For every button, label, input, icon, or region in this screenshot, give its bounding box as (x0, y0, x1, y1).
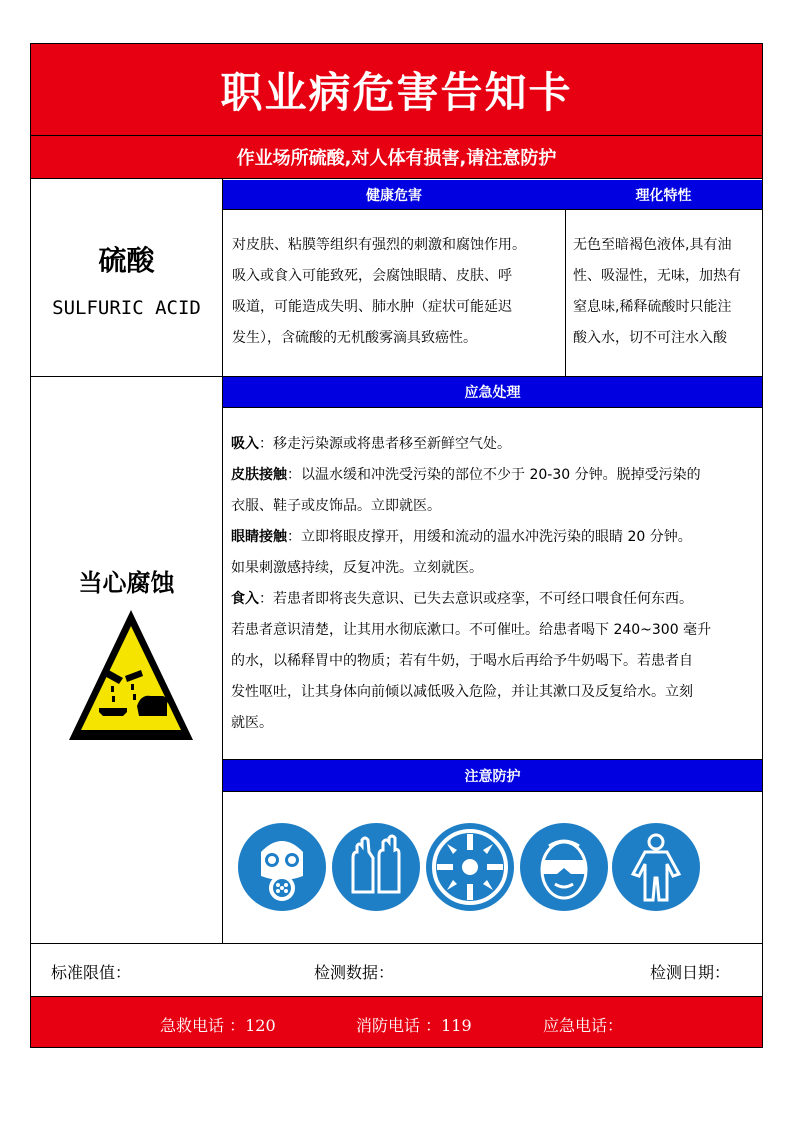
emergency-header-underline (223, 407, 762, 408)
skin-label: 皮肤接触 (231, 467, 287, 483)
fire-phone: 消防电话 ：119 (356, 1016, 472, 1035)
inhalation-label: 吸入 (231, 436, 259, 452)
left-column-divider (222, 179, 223, 943)
ingestion-text-cont: 发性呕吐，让其身体向前倾以减低吸入危险，并让其漱口及反复给水。立刻 (231, 684, 693, 700)
warning-label: 当心腐蚀 (78, 569, 175, 597)
chemical-name-en: SULFURIC ACID (52, 297, 201, 319)
health-physical-divider (565, 209, 566, 376)
physical-line: 性、吸湿性，无味，加热有 (573, 268, 741, 284)
emergency-header: 应急处理 (223, 377, 762, 407)
test-date-label: 检测日期： (650, 963, 731, 982)
physical-line: 窒息味,稀释硫酸时只能注 (573, 299, 732, 315)
eye-text: ：立即将眼皮撑开，用缓和流动的温水冲洗污染的眼睛 20 分钟。 (287, 529, 692, 545)
physical-line: 无色至暗褐色液体,具有油 (573, 237, 732, 253)
first-aid-phone: 急救电话 ：120 (160, 1016, 276, 1035)
face-shield-icon (425, 822, 515, 912)
emergency-phone: 应急电话： (543, 1016, 624, 1035)
health-line: 吸入或食入可能致死，会腐蚀眼睛、皮肤、呼 (232, 268, 512, 284)
health-hazard-text (232, 230, 562, 354)
emergency-phones-bar (31, 997, 762, 1047)
health-hazard-header: 健康危害 (223, 180, 565, 209)
subtitle-banner: 作业场所硫酸,对人体有损害,请注意防护 (31, 136, 762, 179)
ingestion-text-cont: 就医。 (231, 715, 273, 731)
eye-text-cont: 如果刺激感持续，反复冲洗。立刻就医。 (231, 560, 483, 576)
page-title: 职业病危害告知卡 (31, 44, 762, 136)
health-line: 吸道，可能造成失明、肺水肿（症状可能延迟 (232, 299, 512, 315)
safety-goggles-icon (519, 822, 609, 912)
health-line: 发生），含硫酸的无机酸雾滴具致癌性。 (232, 330, 477, 346)
respirator-mask-icon (237, 822, 327, 912)
test-data-label: 检测数据： (314, 963, 395, 982)
corrosion-warning-icon (65, 606, 197, 746)
eye-instruction (231, 522, 762, 553)
physical-properties-text (573, 230, 762, 354)
physical-properties-header: 理化特性 (565, 180, 762, 209)
protective-gloves-icon (331, 822, 421, 912)
ingestion-label: 食入 (231, 591, 259, 607)
inhalation-instruction (231, 429, 762, 460)
chemical-name-cn: 硫酸 (98, 244, 155, 277)
ingestion-text-cont: 的水，以稀释胃中的物质；若有牛奶，于喝水后再给予牛奶喝下。若患者自 (231, 653, 693, 669)
health-line: 对皮肤、粘膜等组织有强烈的刺激和腐蚀作用。 (232, 237, 526, 253)
skin-text-cont: 衣服、鞋子或皮饰品。立即就医。 (231, 498, 441, 514)
skin-instruction (231, 460, 762, 491)
eye-label: 眼睛接触 (231, 529, 287, 545)
protection-header-underline (223, 791, 762, 792)
hazard-notice-card (30, 43, 763, 1048)
standard-limit-label: 标准限值： (51, 963, 132, 982)
info-divider-top (31, 943, 762, 944)
inhalation-text: ：移走污染源或将患者移至新鲜空气处。 (259, 436, 511, 452)
protective-suit-icon (611, 822, 701, 912)
ingestion-instruction (231, 584, 762, 615)
protection-header: 注意防护 (223, 760, 762, 791)
emergency-instructions (231, 429, 762, 739)
ingestion-text: ：若患者即将丧失意识、已失去意识或痉挛，不可经口喂食任何东西。 (259, 591, 693, 607)
header-underline (223, 209, 762, 210)
skin-text: ：以温水缓和冲洗受污染的部位不少于 20-30 分钟。脱掉受污染的 (287, 467, 701, 483)
physical-line: 酸入水，切不可注水入酸 (573, 330, 727, 346)
ingestion-text-cont: 若患者意识清楚，让其用水彻底漱口。不可催吐。给患者喝下 240~300 毫升 (231, 622, 712, 638)
